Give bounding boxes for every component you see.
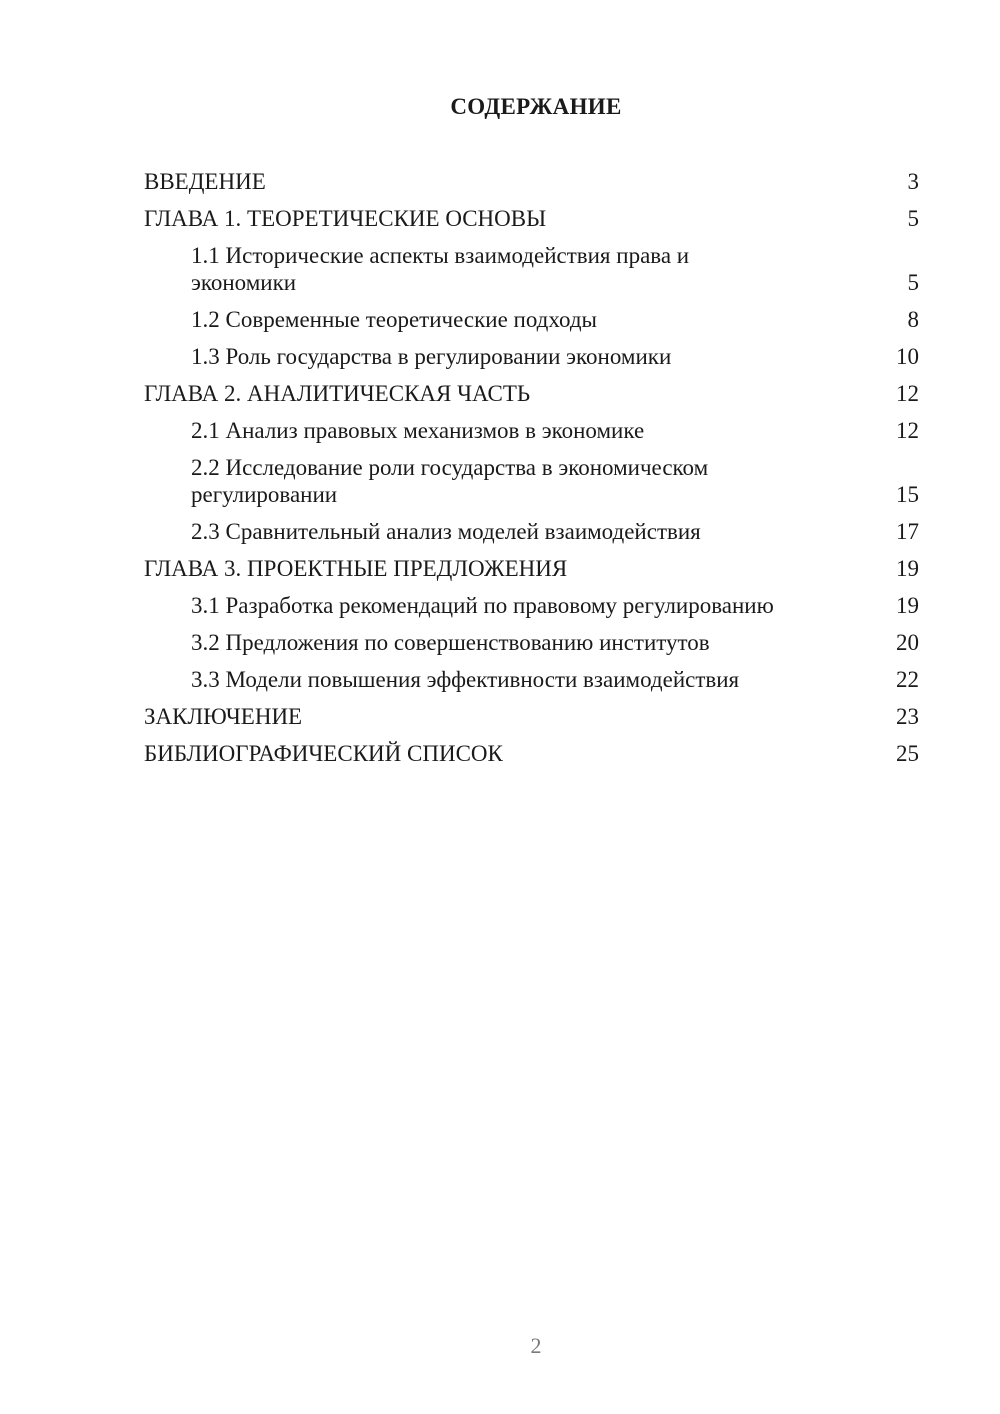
toc-entry-label: ГЛАВА 2. АНАЛИТИЧЕСКАЯ ЧАСТЬ — [144, 381, 531, 406]
toc-entry-label: 1.3 Роль государства в регулировании экономики — [191, 344, 672, 369]
toc-entry-label: ЗАКЛЮЧЕНИЕ — [144, 704, 303, 729]
toc-entry-label: 1.2 Современные теоретические подходы — [191, 307, 597, 332]
toc-subentry — [144, 306, 919, 333]
toc-entry-page: 19 — [896, 556, 919, 581]
toc-entry-page: 12 — [896, 381, 919, 406]
toc-entry-label: ГЛАВА 1. ТЕОРЕТИЧЕСКИЕ ОСНОВЫ — [144, 206, 547, 231]
toc-entry-page: 5 — [907, 206, 919, 231]
toc-entry-page: 12 — [896, 418, 919, 443]
toc-entry — [144, 205, 919, 232]
toc-entry — [144, 168, 919, 195]
toc-entry-page: 23 — [896, 704, 919, 729]
toc-entry — [144, 740, 919, 767]
toc-entry-page: 17 — [896, 519, 919, 544]
toc-entry-page: 5 — [907, 270, 919, 295]
toc-subentry — [144, 666, 919, 693]
toc-entry-page: 20 — [896, 630, 919, 655]
toc-subentry — [144, 454, 919, 508]
toc-entry-page: 8 — [907, 307, 919, 332]
toc-subentry — [144, 242, 919, 296]
toc-entry — [144, 380, 919, 407]
table-of-contents — [144, 168, 919, 777]
toc-subentry — [144, 592, 919, 619]
toc-entry-page: 19 — [896, 593, 919, 618]
toc-subentry — [144, 518, 919, 545]
toc-entry-label: БИБЛИОГРАФИЧЕСКИЙ СПИСОК — [144, 741, 503, 766]
toc-entry — [144, 703, 919, 730]
page-number: 2 — [530, 1333, 542, 1358]
toc-entry-page: 25 — [896, 741, 919, 766]
toc-entry — [144, 555, 919, 582]
toc-subentry — [144, 417, 919, 444]
toc-entry-label: 3.1 Разработка рекомендаций по правовому регулированию — [191, 593, 774, 618]
toc-entry-label: 2.2 Исследование роли государства в экономическом регулировании — [191, 455, 709, 507]
toc-entry-page: 22 — [896, 667, 919, 692]
toc-entry-page: 3 — [907, 169, 919, 194]
toc-entry-page: 15 — [896, 482, 919, 507]
toc-entry-label: 2.1 Анализ правовых механизмов в экономике — [191, 418, 645, 443]
toc-entry-page: 10 — [896, 344, 919, 369]
toc-entry-label: ГЛАВА 3. ПРОЕКТНЫЕ ПРЕДЛОЖЕНИЯ — [144, 556, 568, 581]
page-title: СОДЕРЖАНИЕ — [450, 94, 622, 119]
toc-entry-label: 2.3 Сравнительный анализ моделей взаимодействия — [191, 519, 701, 544]
toc-entry-label: 3.2 Предложения по совершенствованию институтов — [191, 630, 710, 655]
toc-subentry — [144, 343, 919, 370]
toc-subentry — [144, 629, 919, 656]
toc-entry-label: 3.3 Модели повышения эффективности взаимодействия — [191, 667, 740, 692]
toc-entry-label: 1.1 Исторические аспекты взаимодействия права и экономики — [191, 243, 690, 295]
toc-entry-label: ВВЕДЕНИЕ — [144, 169, 266, 194]
